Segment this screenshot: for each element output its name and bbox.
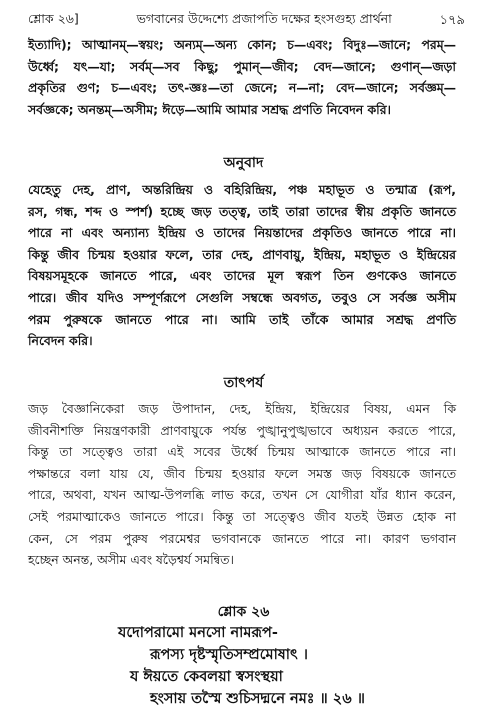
purport-line: পারে, অথবা, যখন আত্ম-উপলব্ধি লাভ করে, তখন সে যোগীরা যাঁর ধ্যান করেন, — [28, 487, 456, 503]
purport-line: কিন্তু তা সত্ত্বেও তারা এই সবের উর্ধ্বে চিন্ময় আত্মাকে জানতে পারে না। — [28, 444, 456, 460]
synonyms-line: প্রকৃতির গুণ; চ—এবং; তৎ-জ্ঞঃ—তা জেনে; ন—না; বেদ—জানে; সর্বজ্ঞম্— — [28, 80, 456, 96]
verse-heading: শ্লোক ২৬ — [217, 604, 270, 620]
verse-line: রূপস্য দৃষ্টস্মৃতিসম্প্রমোষাৎ । — [150, 647, 308, 663]
purport-line: জড় বৈজ্ঞানিকেরা জড় উপাদান, দেহ, ইন্দ্রিয়, ইন্দ্রিয়ের বিষয়, এমন কি — [28, 401, 456, 416]
sanskrit-verse — [0, 622, 487, 712]
synonyms-line: উর্ধ্বে; যৎ—যা; সর্বম্—সব কিছু; পুমান্—জীব; বেদ—জানে; গুণান্—জড়া — [28, 58, 456, 74]
synonyms-paragraph — [28, 34, 456, 120]
header-chapter-title: ভগবানের উদ্দেশ্যে প্রজাপতি দক্ষের হংসগুহ্য প্রার্থনা — [136, 11, 392, 26]
page-header — [28, 8, 465, 34]
translation-paragraph — [28, 179, 456, 352]
page-number: ১৭৯ — [439, 12, 465, 28]
synonyms-line: সর্বজ্ঞকে; অনন্তম্—অসীম; ঈড়ে—আমি আমার সশ্রদ্ধ প্রণতি নিবেদন করি। — [28, 101, 391, 117]
translation-heading: অনুবাদ — [223, 155, 264, 171]
translation-line: নিবেদন করি। — [28, 333, 93, 349]
synonyms-line: ইত্যাদি); আত্মানম্—স্বয়ং; অন্যম্—অন্য কোন; চ—এবং; বিদুঃ—জানে; পরম্— — [28, 37, 456, 52]
purport-line: জীবনীশক্তি নিয়ন্ত্রণকারী প্রাণবায়ুকে পর্যন্ত পুঙ্খানুপুঙ্খভাবে অধ্যয়ন করতে পারে, — [28, 422, 456, 438]
translation-line: পারে। জীব যদিও সম্পূর্ণরূপে সেগুলি সম্বন্ধে অবগত, তবুও সে সর্বজ্ঞ অসীম — [28, 289, 456, 305]
verse-line: হংসায় তস্মৈ শুচিসদ্মনে নমঃ ॥ ২৬ ॥ — [150, 691, 365, 707]
translation-line: পরম পুরুষকে জানতে পারে না। আমি তাই তাঁকে আমার সশ্রদ্ধ প্রণতি — [28, 311, 456, 327]
purport-heading: তাৎপর্য — [223, 375, 264, 391]
verse-line: য ঈয়তে কেবলয়া স্বসংস্থয়া — [130, 669, 283, 685]
purport-line: হচ্ছেন অনন্ত, অসীম এবং ষড়ৈশ্বর্য সমন্বিত। — [28, 552, 234, 568]
purport-line: কেন, সে পরম পুরুষ পরমেশ্বর ভগবানকে জানতে পারে না। কারণ ভগবান — [28, 530, 456, 546]
translation-line: রস, গন্ধ, শব্দ ও স্পর্শ) হচ্ছে জড় তত্ত্ব, তাই তারা তাদের স্বীয় প্রকৃতি জানতে — [28, 203, 456, 219]
purport-paragraph — [28, 398, 456, 571]
translation-line: যেহেতু দেহ, প্রাণ, অন্তরিন্দ্রিয় ও বহিরিন্দ্রিয়, পঞ্চ মহাভূত ও তন্মাত্র (রূপ, — [28, 182, 456, 197]
translation-line: পারে না এবং অন্যান্য ইন্দ্রিয় ও তাদের নিয়ন্তাদের প্রকৃতিও জানতে পারে না। — [28, 225, 456, 241]
header-verse-ref: শ্লোক ২৬] — [28, 11, 79, 26]
translation-line: কিন্তু জীব চিন্ময় হওয়ার ফলে, তার দেহ, প্রাণবায়ু, ইন্দ্রিয়, মহাভূত ও ইন্দ্রিয়ের — [28, 246, 456, 262]
purport-line: পক্ষান্তরে বলা যায় যে, জীব চিন্ময় হওয়ার ফলে সমস্ত জড় বিষয়কে জানতে — [28, 465, 456, 481]
verse-line: যদোপরামো মনসো নামরূপ- — [118, 625, 278, 641]
purport-line: সেই পরমাত্মাকেও জানতে পারে। কিন্তু তা সত্ত্বেও জীব যতই উন্নত হোক না — [28, 508, 456, 524]
translation-line: বিষয়সমূহকে জানতে পারে, এবং তাদের মূল স্বরূপ তিন গুণকেও জানতে — [28, 268, 456, 284]
